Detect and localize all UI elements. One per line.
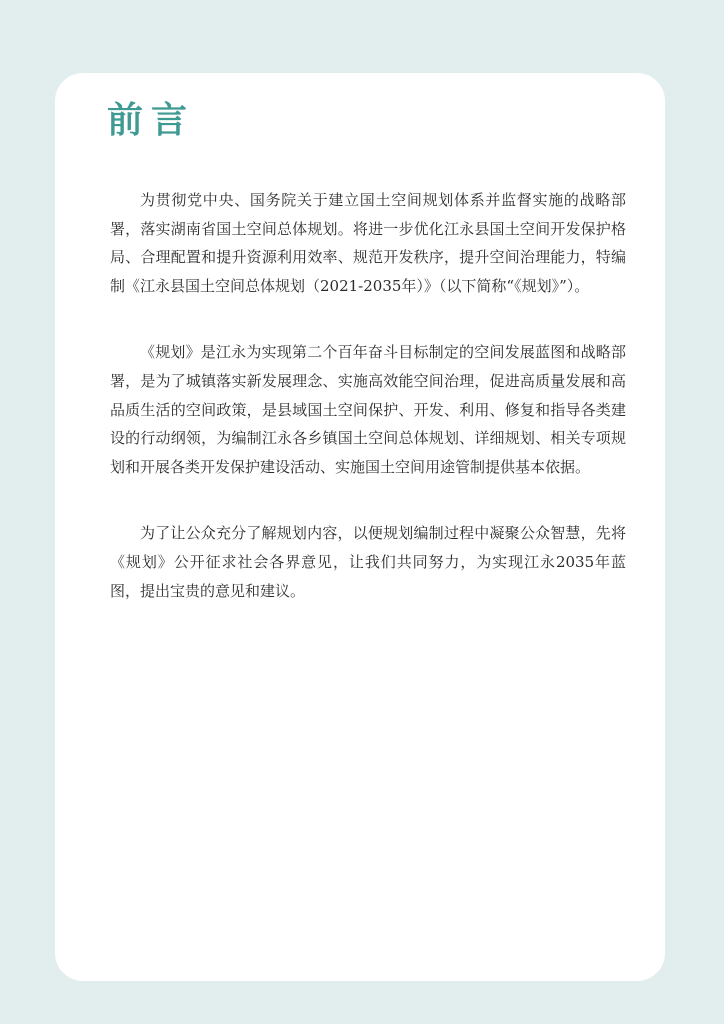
paragraph-3: 为了让公众充分了解规划内容，以便规划编制过程中凝聚公众智慧，先将《规划》公开征求社会各界意见，让我们共同努力，为实现江永2035年蓝图，提出宝贵的意见和建议。 — [110, 524, 626, 600]
content-card — [55, 73, 665, 981]
page-title: 前言 — [107, 100, 196, 141]
preface-body — [110, 186, 626, 643]
paragraph-1: 为贯彻党中央、国务院关于建立国土空间规划体系并监督实施的战略部署，落实湖南省国土空间总体规划。将进一步优化江永县国土空间开发保护格局、合理配置和提升资源利用效率、规范开发秩序，提升空间治理能力，特编制《江永县国土空间总体规划（2021-2035年）》（以下简称“《规划》”）。 — [110, 191, 626, 295]
paragraph-2: 《规划》是江永为实现第二个百年奋斗目标制定的空间发展蓝图和战略部署，是为了城镇落实新发展理念、实施高效能空间治理，促进高质量发展和高品质生活的空间政策，是县域国土空间保护、开发、利用、修复和指导各类建设的行动纲领，为编制江永各乡镇国土空间总体规划、详细规划、相关专项规划和开展各类开发保护建设活动、实施国土空间用途管制提供基本依据。 — [110, 343, 626, 476]
